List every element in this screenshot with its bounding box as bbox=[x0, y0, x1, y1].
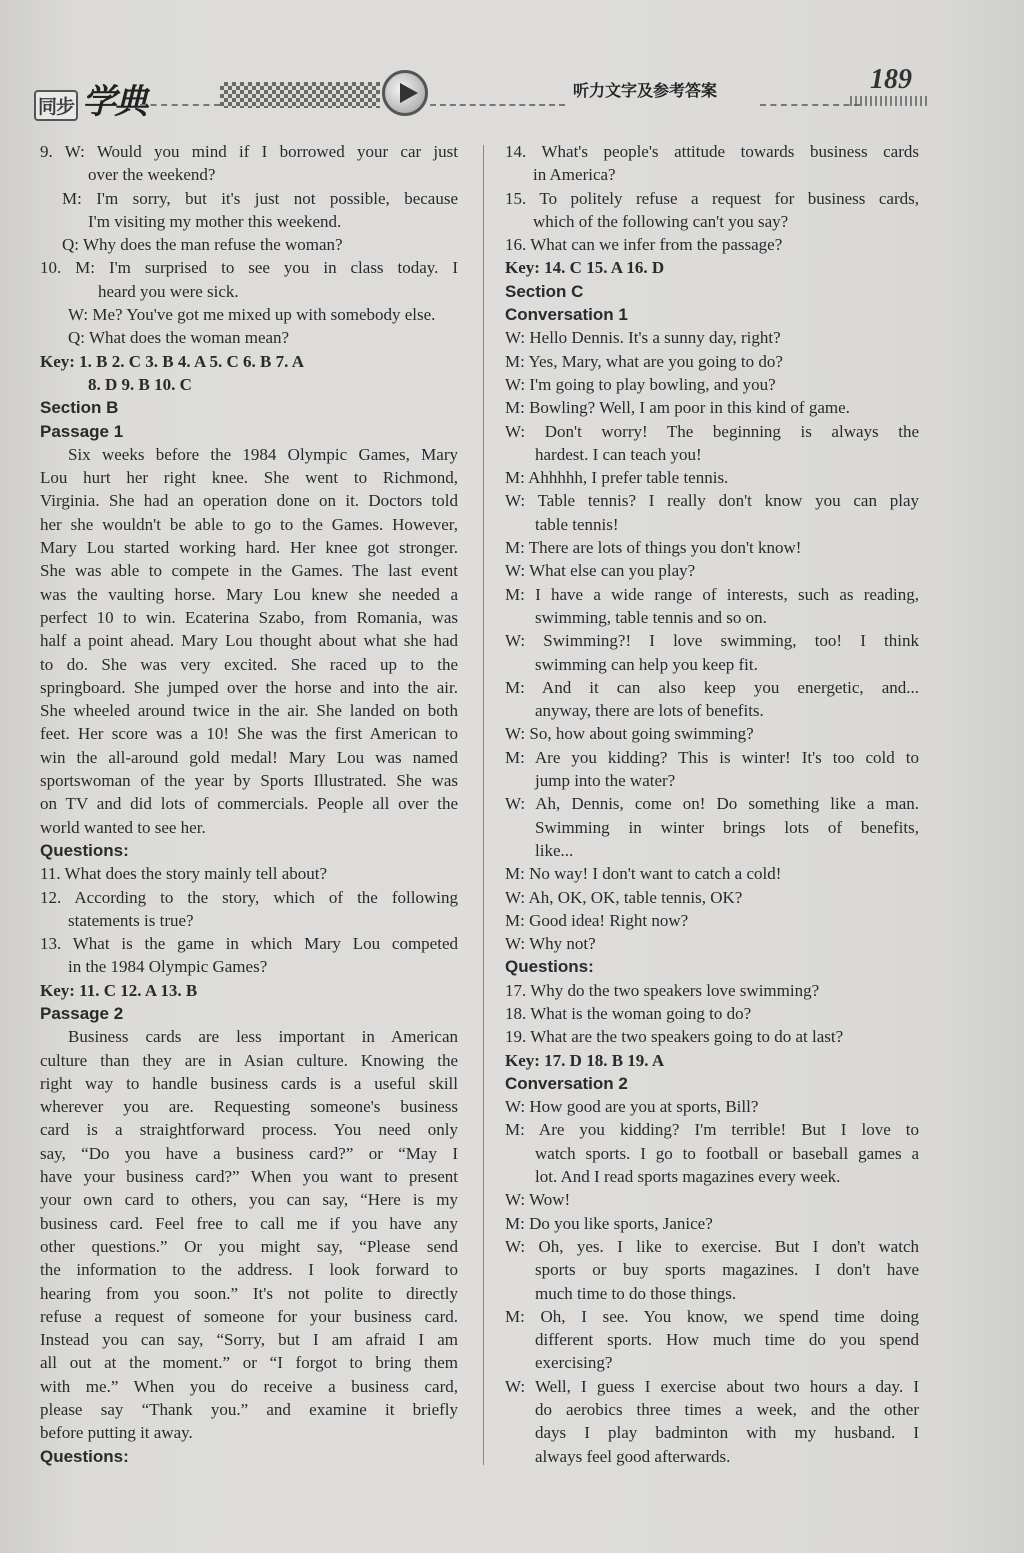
passage-line: She was able to compete in the Games. The last event bbox=[40, 561, 458, 581]
questions-heading-3: Questions: bbox=[505, 957, 594, 977]
checker-decoration bbox=[220, 82, 380, 108]
question-14: 14. What's people's attitude towards business cards bbox=[505, 142, 919, 161]
passage-line: on TV and did lots of commercials. People all over the bbox=[40, 794, 458, 814]
passage-line: Virginia. She had an operation done on it. Doctors told bbox=[40, 491, 458, 511]
question-15: 15. To politely refuse a request for business cards, bbox=[505, 188, 919, 208]
dialogue-line: W: Don't worry! The beginning is always the bbox=[505, 421, 919, 441]
dialogue-line: exercising? bbox=[535, 1353, 613, 1373]
passage-line: feet. Her score was a 10! She was the first American to bbox=[40, 724, 458, 744]
header-dash-mid bbox=[430, 104, 565, 106]
conversation-1-text bbox=[505, 326, 919, 955]
dialogue-line: W: Wow! bbox=[505, 1190, 571, 1210]
section-c-heading: Section C bbox=[505, 281, 584, 301]
q9-woman: 9. W: Would you mind if I borrowed your car just bbox=[40, 142, 458, 161]
question-16: 16. What can we infer from the passage? bbox=[505, 235, 783, 255]
right-column bbox=[505, 140, 919, 1468]
q9-man-cont: I'm visiting my mother this weekend. bbox=[88, 211, 342, 231]
dialogue-line: M: Are you kidding? I'm terrible! But I love to bbox=[505, 1120, 919, 1140]
question-11: 11. What does the story mainly tell about? bbox=[40, 864, 328, 884]
q9-man: M: I'm sorry, but it's just not possible, because bbox=[62, 188, 458, 208]
passage-1-heading: Passage 1 bbox=[40, 421, 124, 441]
passage-line: all out at the moment.” or “I forgot to bring them bbox=[40, 1353, 458, 1373]
question-19: 19. What are the two speakers going to do at last? bbox=[505, 1027, 844, 1047]
dialogue-line: M: Yes, Mary, what are you going to do? bbox=[505, 351, 783, 371]
page-header bbox=[20, 64, 920, 128]
dialogue-line: always feel good afterwards. bbox=[535, 1446, 731, 1466]
dialogue-line: M: No way! I don't want to catch a cold! bbox=[505, 864, 782, 884]
dialogue-line: W: Table tennis? I really don't know you can play bbox=[505, 491, 919, 511]
q9-woman-cont: over the weekend? bbox=[88, 165, 216, 185]
dialogue-line: table tennis! bbox=[535, 514, 619, 534]
passage-line: was the vaulting horse. Mary Lou knew she needed a bbox=[40, 584, 458, 604]
q10-man: 10. M: I'm surprised to see you in class today. I bbox=[40, 258, 458, 278]
dialogue-line: hardest. I can teach you! bbox=[535, 444, 702, 464]
dialogue-line: W: Oh, yes. I like to exercise. But I don't watch bbox=[505, 1236, 919, 1256]
passage-line: hearing from you soon.” It's not polite to directly bbox=[40, 1283, 458, 1303]
passage-line: have your business card?” When you want to present bbox=[40, 1167, 458, 1187]
answer-key-1: Key: 1. B 2. C 3. B 4. A 5. C 6. B 7. A bbox=[40, 351, 304, 371]
dialogue-line: watch sports. I go to football or baseball games a bbox=[535, 1143, 919, 1163]
dialogue-line: W: Well, I guess I exercise about two hours a day. I bbox=[505, 1376, 919, 1396]
page-number: 189 bbox=[870, 64, 912, 95]
passage-line: right way to handle business cards is a useful skill bbox=[40, 1073, 458, 1093]
dialogue-line: M: Oh, I see. You know, we spend time doing bbox=[505, 1306, 919, 1326]
answer-key-1b: 8. D 9. B 10. C bbox=[88, 374, 192, 394]
dialogue-line: M: Are you kidding? This is winter! It's too cold to bbox=[505, 747, 919, 767]
conversation-1-heading: Conversation 1 bbox=[505, 305, 628, 325]
passage-line: Instead you can say, “Sorry, but I am afraid I am bbox=[40, 1330, 458, 1350]
dialogue-line: swimming, table tennis and so on. bbox=[535, 607, 767, 627]
dialogue-line: W: So, how about going swimming? bbox=[505, 724, 754, 744]
dialogue-line: W: How good are you at sports, Bill? bbox=[505, 1097, 759, 1117]
questions-heading-1: Questions: bbox=[40, 840, 129, 860]
dialogue-line: M: Bowling? Well, I am poor in this kind of game. bbox=[505, 398, 850, 418]
passage-line: half a point ahead. Mary Lou thought about what she had bbox=[40, 631, 458, 651]
passage-line: Six weeks before the 1984 Olympic Games, Mary bbox=[68, 444, 458, 464]
passage-line: Mary Lou started working hard. Her knee got stronger. bbox=[40, 538, 458, 558]
dialogue-line: jump into the water? bbox=[535, 771, 676, 791]
dialogue-line: W: Swimming?! I love swimming, too! I think bbox=[505, 631, 919, 651]
passage-line: world wanted to see her. bbox=[40, 817, 206, 837]
passage-line: card is a straightforward process. You need only bbox=[40, 1120, 458, 1140]
passage-line: her she wouldn't be able to go to the Games. However, bbox=[40, 514, 458, 534]
dialogue-line: lot. And I read sports magazines every week. bbox=[535, 1167, 841, 1187]
stripes-decoration bbox=[850, 96, 930, 106]
question-17: 17. Why do the two speakers love swimming? bbox=[505, 980, 820, 1000]
answer-key-3: Key: 14. C 15. A 16. D bbox=[505, 258, 665, 278]
question-12: 12. According to the story, which of the following bbox=[40, 887, 458, 907]
question-13: 13. What is the game in which Mary Lou competed bbox=[40, 934, 458, 954]
q9-question: Q: Why does the man refuse the woman? bbox=[62, 235, 343, 255]
passage-line: to do. She was very excited. She raced up to the bbox=[40, 654, 458, 674]
dialogue-line: W: Hello Dennis. It's a sunny day, right? bbox=[505, 328, 781, 348]
q10-woman: W: Me? You've got me mixed up with somebody else. bbox=[68, 305, 436, 325]
dialogue-line: anyway, there are lots of benefits. bbox=[535, 701, 764, 721]
passage-line: please say “Thank you.” and examine it briefly bbox=[40, 1400, 458, 1420]
dialogue-line: Swimming in winter brings lots of benefits, bbox=[535, 817, 919, 837]
dialogue-line: M: I have a wide range of interests, such as reading, bbox=[505, 584, 919, 604]
column-divider bbox=[483, 145, 484, 1465]
passage-line: culture than they are in Asian culture. Knowing the bbox=[40, 1050, 458, 1070]
answer-key-4: Key: 17. D 18. B 19. A bbox=[505, 1050, 665, 1070]
dialogue-line: do aerobics three times a week, and the other bbox=[535, 1400, 919, 1420]
passage-line: other questions.” Or you might say, “Please send bbox=[40, 1236, 458, 1256]
dialogue-line: M: Do you like sports, Janice? bbox=[505, 1213, 713, 1233]
dialogue-line: M: Ahhhhh, I prefer table tennis. bbox=[505, 468, 729, 488]
question-18: 18. What is the woman going to do? bbox=[505, 1003, 752, 1023]
passage-line: perfect 10 to win. Ecaterina Szabo, from Romania, was bbox=[40, 607, 458, 627]
dialogue-line: M: There are lots of things you don't know! bbox=[505, 538, 802, 558]
header-title: 听力文字及参考答案 bbox=[573, 81, 718, 100]
section-b-heading: Section B bbox=[40, 398, 119, 418]
passage-line: win the all-around gold medal! Mary Lou was named bbox=[40, 747, 458, 767]
q10-question: Q: What does the woman mean? bbox=[68, 328, 290, 348]
dialogue-line: W: Why not? bbox=[505, 934, 596, 954]
dialogue-line: W: What else can you play? bbox=[505, 561, 696, 581]
dialogue-line: W: I'm going to play bowling, and you? bbox=[505, 374, 776, 394]
questions-heading-2: Questions: bbox=[40, 1446, 129, 1466]
dialogue-line: M: And it can also keep you energetic, and... bbox=[505, 677, 919, 697]
dialogue-line: different sports. How much time do you spend bbox=[535, 1330, 919, 1350]
question-12-cont: statements is true? bbox=[68, 910, 194, 930]
conversation-2-text bbox=[505, 1095, 919, 1468]
passage-line: She wheeled around twice in the air. She landed on both bbox=[40, 701, 458, 721]
passage-line: springboard. She jumped over the horse and into the air. bbox=[40, 677, 458, 697]
logo-small: 同步 bbox=[34, 90, 78, 121]
question-14-cont: in America? bbox=[533, 165, 616, 185]
dialogue-line: M: Good idea! Right now? bbox=[505, 910, 689, 930]
passage-line: Business cards are less important in American bbox=[68, 1027, 458, 1047]
passage-line: Lou hurt her right knee. She went to Richmond, bbox=[40, 468, 458, 488]
passage-line: say, “Do you have a business card?” or “May I bbox=[40, 1143, 458, 1163]
q10-man-cont: heard you were sick. bbox=[98, 281, 239, 301]
header-dash-right bbox=[760, 104, 860, 106]
passage-line: the information to the address. I look forward to bbox=[40, 1260, 458, 1280]
question-13-cont: in the 1984 Olympic Games? bbox=[68, 957, 268, 977]
passage-line: refuse a request of someone for your business card. bbox=[40, 1306, 458, 1326]
passage-line: business card. Feel free to call me if you have any bbox=[40, 1213, 458, 1233]
passage-line: sportswoman of the year by Sports Illustrated. She was bbox=[40, 771, 458, 791]
logo-main: 学典 bbox=[82, 82, 146, 122]
play-icon bbox=[382, 70, 428, 116]
question-15-cont: which of the following can't you say? bbox=[533, 211, 789, 231]
dialogue-line: W: Ah, OK, OK, table tennis, OK? bbox=[505, 887, 743, 907]
dialogue-line: swimming can help you keep fit. bbox=[535, 654, 758, 674]
header-dash-left bbox=[140, 104, 220, 106]
dialogue-line: sports or buy sports magazines. I don't have bbox=[535, 1260, 919, 1280]
passage-2-heading: Passage 2 bbox=[40, 1003, 124, 1023]
passage-line: your own card to others, you can say, “Here is my bbox=[40, 1190, 458, 1210]
dialogue-line: like... bbox=[535, 840, 574, 860]
dialogue-line: much time to do those things. bbox=[535, 1283, 737, 1303]
dialogue-line: days I play badminton with my husband. I bbox=[535, 1423, 919, 1443]
passage-line: wherever you are. Requesting someone's business bbox=[40, 1097, 458, 1117]
passage-line: with me.” When you do receive a business card, bbox=[40, 1376, 458, 1396]
answer-key-2: Key: 11. C 12. A 13. B bbox=[40, 980, 198, 1000]
left-column bbox=[40, 140, 458, 1468]
passage-line: before putting it away. bbox=[40, 1423, 193, 1443]
dialogue-line: W: Ah, Dennis, come on! Do something like a man. bbox=[505, 794, 919, 814]
conversation-2-heading: Conversation 2 bbox=[505, 1073, 628, 1093]
passage-2-text bbox=[40, 1025, 458, 1444]
passage-1-text bbox=[40, 443, 458, 839]
